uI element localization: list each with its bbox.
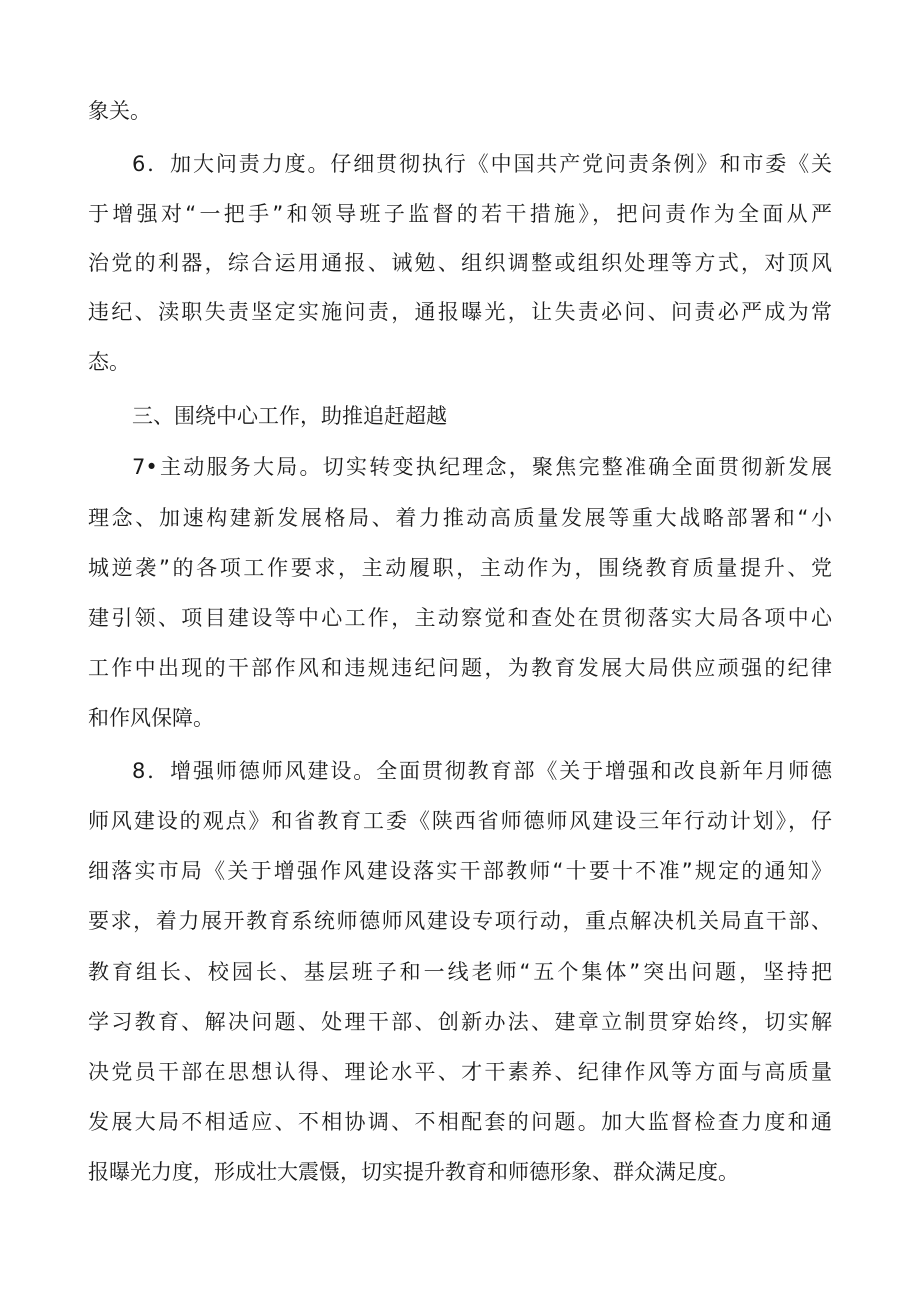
item-7-body-line: 工作中出现的干部作风和违规违纪问题，为教育发展大局供应顽强的纪律 xyxy=(88,656,832,680)
item-8-heading-line: 8．增强师德师风建设。全面贯彻教育部《关于增强和改良新年月师德 xyxy=(132,759,832,783)
section-3-heading: 三、围绕中心工作，助推追赶超越 xyxy=(132,404,447,428)
item-7-body-line: 和作风保障。 xyxy=(88,706,214,730)
item-7-body-line: 理念、加速构建新发展格局、着力推动高质量发展等重大战略部署和“小 xyxy=(88,506,832,530)
item-7-body-line: 建引领、项目建设等中心工作，主动察觉和查处在贯彻落实大局各项中心 xyxy=(88,606,832,630)
item-6-body-line: 违纪、渎职失责坚定实施问责，通报曝光，让失责必问、问责必严成为常 xyxy=(88,300,832,324)
item-8-body-line: 师风建设的观点》和省教育工委《陕西省师德师风建设三年行动计划》，仔 xyxy=(88,809,832,833)
item-6-body-line: 态。 xyxy=(88,350,130,374)
item-6-heading-line: 6．加大问责力度。仔细贯彻执行《中国共产党问责条例》和市委《关 xyxy=(132,152,832,176)
item-8-body-line: 报曝光力度，形成壮大震慑，切实提升教育和师德形象、群众满足度。 xyxy=(88,1160,739,1184)
paragraph-5-tail-line: 象关。 xyxy=(88,99,151,123)
item-6-body-line: 于增强对“一把手”和领导班子监督的若干措施》，把问责作为全面从严 xyxy=(88,202,832,226)
item-8-body-line: 要求，着力展开教育系统师德师风建设专项行动，重点解决机关局直干部、 xyxy=(88,909,832,933)
item-7-body-line: 城逆袭”的各项工作要求，主动履职，主动作为，围绕教育质量提升、党 xyxy=(88,556,832,580)
item-6-body-line: 治党的利器，综合运用通报、诫勉、组织调整或组织处理等方式，对顶风 xyxy=(88,251,832,275)
item-7-heading-line: 7•主动服务大局。切实转变执纪理念，聚焦完整准确全面贯彻新发展 xyxy=(132,455,832,479)
item-8-body-line: 发展大局不相适应、不相协调、不相配套的问题。加大监督检查力度和通 xyxy=(88,1110,832,1134)
item-8-body-line: 教育组长、校园长、基层班子和一线老师“五个集体”突出问题，坚持把 xyxy=(88,960,832,984)
item-8-body-line: 细落实市局《关于增强作风建设落实干部教师“十要十不准”规定的通知》 xyxy=(88,859,832,883)
item-8-body-line: 决党员干部在思想认得、理论水平、才干素养、纪律作风等方面与高质量 xyxy=(88,1060,832,1084)
item-8-body-line: 学习教育、解决问题、处理干部、创新办法、建章立制贯穿始终，切实解 xyxy=(88,1010,832,1034)
